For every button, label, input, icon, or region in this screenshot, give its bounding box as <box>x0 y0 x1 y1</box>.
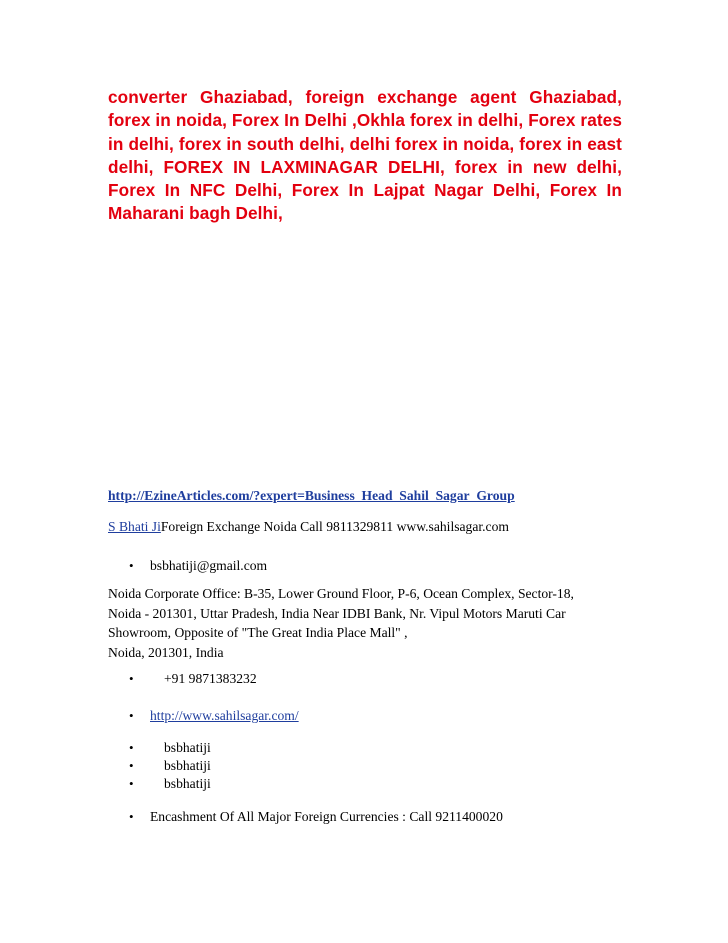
list-item-handle <box>129 739 211 756</box>
bullet-icon: • <box>129 740 134 755</box>
contact-details: Foreign Exchange Noida Call 9811329811 www.sahilsagar.com <box>160 519 509 534</box>
list-item-encashment <box>129 808 503 825</box>
bullet-icon: • <box>129 809 134 824</box>
corporate-address <box>108 584 648 662</box>
email-text: bsbhatiji@gmail.com <box>150 558 268 573</box>
handle-text: bsbhatiji <box>164 776 211 791</box>
list-item-handle <box>129 775 211 792</box>
phone-text: +91 9871383232 <box>164 671 257 686</box>
list-item-phone <box>129 670 257 687</box>
bullet-icon: • <box>129 708 134 723</box>
bullet-icon: • <box>129 558 134 573</box>
contact-line <box>108 519 509 535</box>
encashment-text: Encashment Of All Major Foreign Currencies : Call 9211400020 <box>150 809 503 824</box>
address-line-1: Noida Corporate Office: B-35, Lower Ground Floor, P-6, Ocean Complex, Sector-18, <box>108 586 574 601</box>
address-line-3: Showroom, Opposite of "The Great India Place Mall" , <box>108 625 408 640</box>
ezine-articles-link[interactable] <box>108 488 515 504</box>
list-item-handle <box>129 757 211 774</box>
bullet-icon: • <box>129 671 134 686</box>
ezine-articles-link-text[interactable]: http://EzineArticles.com/?expert=Business_Head_Sahil_Sagar_Group <box>108 488 515 503</box>
list-item-website <box>129 707 299 724</box>
bullet-icon: • <box>129 776 134 791</box>
address-line-2: Noida - 201301, Uttar Pradesh, India Near IDBI Bank, Nr. Vipul Motors Maruti Car <box>108 605 566 621</box>
handle-text: bsbhatiji <box>164 740 211 755</box>
contact-name-link[interactable]: S Bhati Ji <box>108 519 161 534</box>
handle-text: bsbhatiji <box>164 758 211 773</box>
list-item-email <box>129 557 267 574</box>
website-link[interactable]: http://www.sahilsagar.com/ <box>150 708 299 723</box>
keywords-paragraph: converter Ghaziabad, foreign exchange agent Ghaziabad, forex in noida, Forex In Delhi ,Okhla forex in delhi, Forex rates in delhi, forex in south delhi, delhi forex in noida, forex in east delhi, FOREX IN LAXMINAGAR DELHI, forex in new delhi, Forex In NFC Delhi, Forex In Lajpat Nagar Delhi, Forex In Maharani bagh Delhi, <box>108 87 622 224</box>
bullet-icon: • <box>129 758 134 773</box>
address-line-4: Noida, 201301, India <box>108 644 224 660</box>
